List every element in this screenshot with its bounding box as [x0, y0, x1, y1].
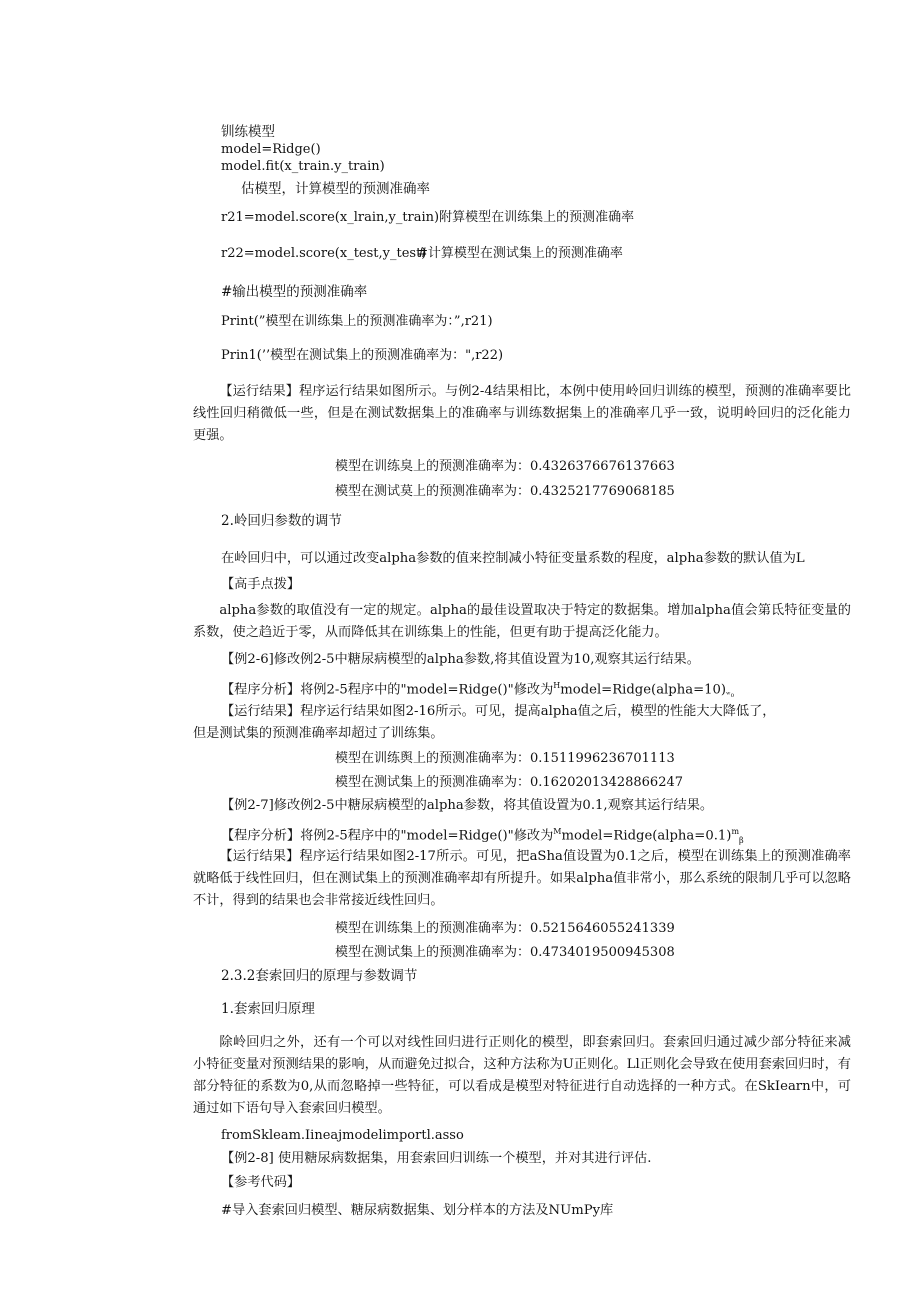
code-line-import-lasso: fromSkleam.Iineajmodelimportl.asso — [221, 1128, 464, 1143]
paragraph-alpha-intro: 在岭回归中，可以通过改变alpha参数的值来控制减小特征变量系数的程度，alpha参数的默认值为L — [221, 551, 805, 566]
result-train-accuracy-2: 模型在训练舆上的预测准确率为：0.1511996236701113 — [335, 751, 675, 766]
section-heading-ridge-params: 2.岭回归参数的调节 — [221, 513, 342, 529]
code-line-r21: r21=model.score(x_lrain,y_train)附算模型在训练集上的预测准确率 — [221, 210, 635, 225]
result-train-accuracy-1: 模型在训练臭上的预测准确率为：0.4326376676137663 — [335, 459, 675, 474]
paragraph-alpha-tip: alpha参数的取值没有一定的规定。alpha的最佳设置取决于特定的数据集。增加alpha值会第氐特征变量的系数，使之趋近于零，从而降低其在训练集上的性能，但更有助于提高泛化能力。 — [193, 603, 851, 640]
code-line-model-ridge: model=Ridge() — [221, 142, 321, 157]
example-2-8-title: 【例2-8] 使用糖尿病数据集，用套索回归训练一个模型，并对其进行评估. — [221, 1151, 652, 1166]
code-line-print-test: Prin1(’’模型在测试集上的预测准确率为：",r22) — [221, 348, 504, 363]
result-train-accuracy-3: 模型在训练集上的预测准确率为：0.5215646055241339 — [335, 921, 675, 936]
code-comment-train-model: 钏练模型 — [221, 124, 275, 140]
example-2-7-analysis-text: 【程序分析】将例2-5程序中的"model=Ridge()"修改为 — [221, 828, 554, 844]
paragraph-run-result-1: 【运行结果】程序运行结果如图所示。与例2-4结果相比，本例中使用岭回归训练的模型，预测的准确率要比线性回归稍微低一些，但是在测试数据集上的准确率与训练数据集上的准确率几乎一致，说明岭回归的泛化能力更强。 — [193, 384, 851, 443]
label-reference-code: 【参考代码】 — [221, 1175, 301, 1190]
example-2-6-analysis-text: 【程序分析】将例2-5程序中的"model=Ridge()"修改为 — [221, 682, 554, 698]
example-2-7-title: 【例2-7]修改例2-5中糖尿病模型的alpha参数，将其值设置为0.1,观察其运行结果。 — [221, 798, 714, 813]
code-comment-output: #输出模型的预测准确率 — [221, 284, 368, 300]
subsection-heading-lasso-principle: 1.套索回归原理 — [221, 1001, 315, 1017]
code-comment-evaluate: 估模型，计算模型的预测准确率 — [241, 181, 430, 197]
code-line-model-fit: model.fit(x_train.y_train) — [221, 159, 385, 174]
code-line-print-train: Print(”模型在训练集上的预测准确率为：”,r21) — [221, 314, 493, 329]
code-comment-r22: #计算模型在测试集上的预测准确率 — [417, 246, 623, 261]
example-2-6-code: model=Ridge(alpha=10) — [560, 682, 727, 698]
code-comment-import: #导入套索回归模型、糖尿病数据集、划分样本的方法及NUmPy库 — [221, 1203, 614, 1218]
example-2-6-title: 【例2-6]修改例2-5中糖尿病模型的alpha参数,将其值设置为10,观察其运行结果。 — [221, 652, 700, 667]
example-2-6-result-line1: 【运行结果】程序运行结果如图2-16所示。可见，提高alpha值之后，模型的性能大大降低了， — [221, 704, 776, 719]
result-test-accuracy-3: 模型在测试集上的预测准确率为：0.4734019500945308 — [335, 945, 675, 960]
paragraph-run-result-3: 【运行结果】程序运行结果如图2-17所示。可见，把aSha值设置为0.1之后，模型在训练集上的预测准确率就略低于线性回归，但在测试集上的预测准确率却有所提升。如果alpha值非常小，那么系统的限制几乎可以忽略不计，得到的结果也会非常接近线性回归。 — [193, 849, 851, 908]
example-2-7-quote-mark: M — [553, 827, 562, 836]
example-2-6-result-line2: 但是测试集的预测准确率却超过了训练集。 — [193, 726, 444, 741]
example-2-6-quote-mark: H — [553, 681, 561, 690]
example-2-6-tail: ʷ₀ — [726, 690, 734, 700]
code-line-r22: r22=model.score(x_test,y_test) — [221, 246, 427, 261]
example-2-7-tail-sub: β — [739, 836, 744, 846]
result-test-accuracy-2: 模型在测试集上的预测准确率为：0.16202013428866247 — [335, 775, 684, 790]
section-heading-lasso: 2.3.2套索回归的原理与参数调节 — [221, 968, 418, 984]
paragraph-lasso-principle: 除岭回归之外，还有一个可以对线性回归进行正则化的模型，即套索回归。套索回归通过减少部分特征来减小特征变量对预测结果的影响，从而避免过拟合，这种方法称为U正则化。Ll正则化会导致在使用套索回归时，有部分特征的系数为0,从而忽略掉一些特征，可以看成是模型对特征进行自动选择的一种方式。在SkIearn中，可通过如下语句导入套索回归模型。 — [193, 1035, 851, 1116]
example-2-7-tail: m — [731, 827, 740, 836]
result-test-accuracy-1: 模型在测试莫上的预测准确率为：0.4325217769068185 — [335, 484, 675, 499]
example-2-6-analysis — [221, 678, 734, 703]
example-2-7-code: model=Ridge(alpha=0.1) — [561, 828, 732, 844]
label-expert-tip: 【高手点拨】 — [221, 577, 301, 592]
